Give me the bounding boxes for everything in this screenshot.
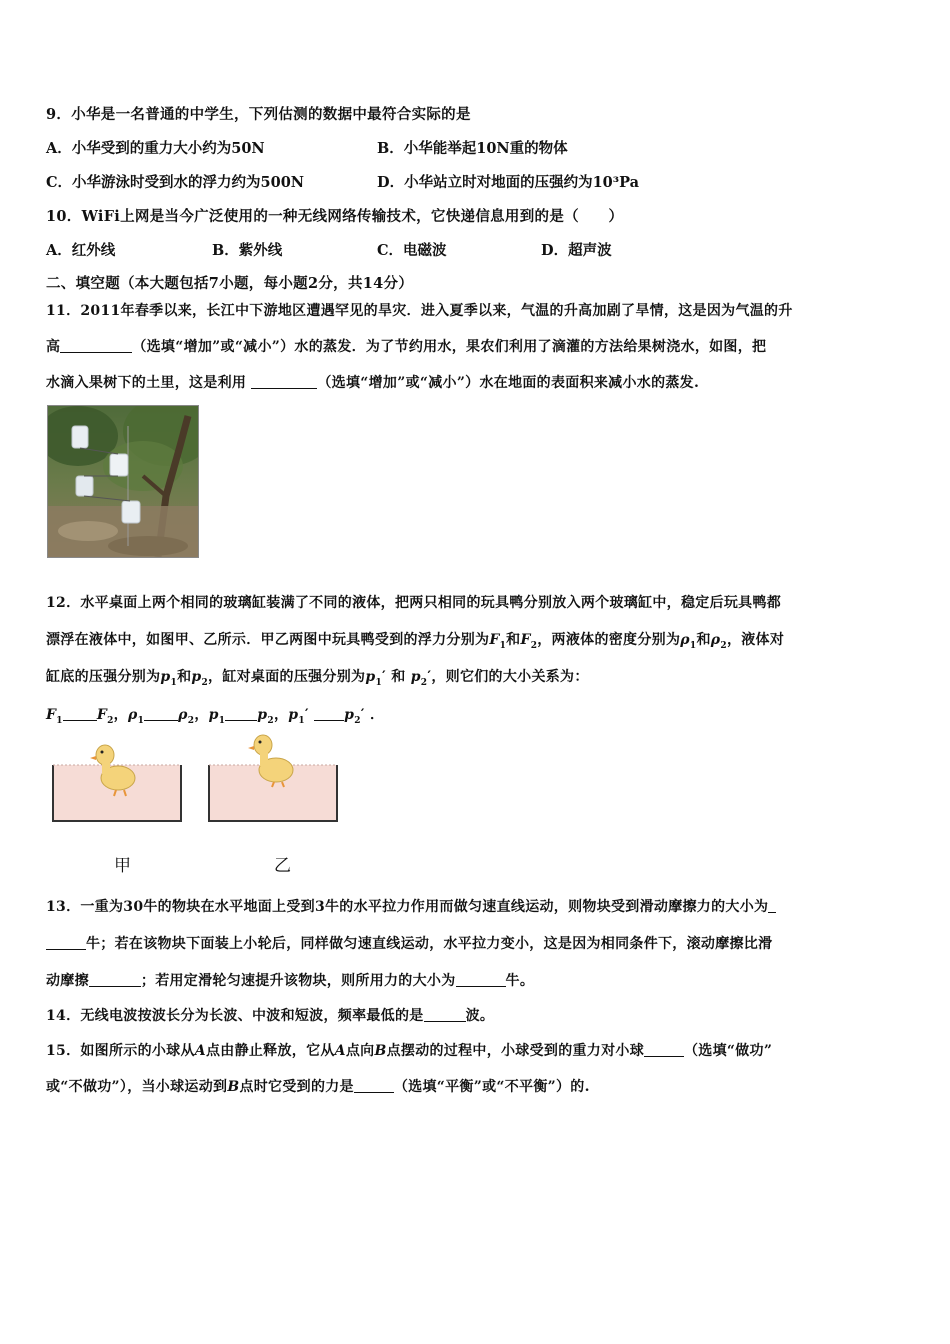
q13-blank-1b[interactable] xyxy=(46,935,86,950)
q15-text: （选填“平衡”或“不平衡”）的. xyxy=(393,1079,590,1095)
q12-subscript: 2 xyxy=(530,640,538,651)
q13-blank-1a[interactable] xyxy=(768,898,776,913)
q13-text: 牛；若在该物块下面装上小轮后，同样做匀速直线运动，水平拉力变小，这是因为相同条件下，滚动摩擦比滑 xyxy=(86,936,773,952)
q13-line-3 xyxy=(46,970,534,990)
q12-symbol: p xyxy=(160,669,171,685)
q14-blank[interactable] xyxy=(424,1007,466,1022)
q9-option-b: B．小华能举起10N重的物体 xyxy=(377,140,568,157)
q13-text: 13．一重为30牛的物块在水平地面上受到3牛的水平拉力作用而做匀速直线运动，则物块受到滑动摩擦力的大小为 xyxy=(46,899,769,915)
q15-point: A xyxy=(334,1043,346,1059)
tank-jia-figure xyxy=(50,730,185,825)
q12-subscript: 2 xyxy=(354,715,361,726)
q15-line-1 xyxy=(46,1040,772,1060)
q15-text: 点摆动的过程中，小球受到的重力对小球 xyxy=(386,1043,644,1059)
q12-prime: ′ xyxy=(382,669,386,685)
q10-option-d: D．超声波 xyxy=(541,242,612,259)
q15-point: B xyxy=(227,1079,240,1095)
drip-irrigation-photo xyxy=(47,405,199,558)
q11-text: 水滴入果树下的土里，这是利用 xyxy=(46,375,252,391)
q12-subscript: 1 xyxy=(499,640,507,651)
q12-symbol: F xyxy=(96,707,108,723)
q11-text: 高 xyxy=(46,339,61,355)
q12-text: 缸底的压强分别为 xyxy=(46,669,161,685)
q12-prime: ′ xyxy=(360,707,365,723)
q12-text: 和 xyxy=(177,669,192,685)
q12-subscript: 1 xyxy=(56,715,63,726)
q11-line-3 xyxy=(46,372,699,392)
q9-option-c: C．小华游泳时受到水的浮力约为500N xyxy=(46,174,305,191)
section-title: 二、填空题（本大题包括7小题，每小题2分，共14分） xyxy=(46,275,414,292)
q10-option-c: C．电磁波 xyxy=(377,242,447,259)
q9-option-a: A．小华受到的重力大小约为50N xyxy=(46,140,265,157)
q9-stem: 9．小华是一名普通的中学生，下列估测的数据中最符合实际的是 xyxy=(46,106,471,123)
q12-subscript: 1 xyxy=(218,715,226,726)
q12-line-1: 12．水平桌面上两个相同的玻璃缸装满了不同的液体，把两只相同的玩具鸭分别放入两个玻璃缸中，稳定后玩具鸭都 xyxy=(46,595,782,611)
q12-subscript: 1 xyxy=(689,640,697,651)
q12-symbol: p xyxy=(208,707,219,723)
q15-blank-2[interactable] xyxy=(354,1078,394,1093)
q9-option-d: D．小华站立时对地面的压强约为10³Pa xyxy=(377,174,640,191)
q11-line-2 xyxy=(46,336,766,356)
q12-symbol: p xyxy=(410,669,421,685)
q12-text: 和 xyxy=(391,669,406,685)
caption-jia: 甲 xyxy=(114,856,131,876)
q10-option-b: B．紫外线 xyxy=(212,242,283,259)
q12-symbol: F xyxy=(520,632,531,648)
q12-symbol: F xyxy=(46,707,57,723)
q12-text: ，两液体的密度分别为 xyxy=(537,632,681,648)
q12-answer-line xyxy=(46,704,384,726)
q12-blank-1[interactable] xyxy=(63,706,97,721)
q12-symbol: p xyxy=(344,707,355,723)
q11-text: （选填“增加”或“减小”）水在地面的表面积来减小水的蒸发. xyxy=(317,375,700,391)
q14-line xyxy=(46,1005,494,1025)
q13-text: 牛。 xyxy=(505,973,535,989)
q12-text: ，液体对 xyxy=(726,632,785,648)
q12-line-2 xyxy=(46,629,784,651)
q12-symbol: p xyxy=(191,669,202,685)
q11-line-1: 11．2011年春季以来，长江中下游地区遭遇罕见的旱灾．进入夏季以来，气温的升高加剧了旱情，这是因为气温的升 xyxy=(46,303,793,319)
q12-text: ， xyxy=(113,707,128,723)
q12-subscript: 1 xyxy=(170,677,178,688)
q12-subscript: 2 xyxy=(267,715,274,726)
q13-line-1 xyxy=(46,896,776,916)
q15-line-2 xyxy=(46,1076,590,1096)
q12-text: ， xyxy=(273,707,289,723)
q15-text: 点向 xyxy=(345,1043,375,1059)
q12-subscript: 2 xyxy=(187,715,195,726)
q14-text: 波。 xyxy=(465,1008,495,1024)
q12-symbol: ρ xyxy=(127,707,138,723)
q12-subscript: 2 xyxy=(107,715,114,726)
q12-text: ． xyxy=(369,707,385,723)
q12-prime: ′ xyxy=(427,669,432,685)
q15-point: A xyxy=(194,1043,206,1059)
q12-text: ，则它们的大小关系为： xyxy=(431,669,589,685)
q14-text: 14．无线电波按波长分为长波、中波和短波，频率最低的是 xyxy=(46,1008,424,1024)
q13-blank-2[interactable] xyxy=(89,972,141,987)
q11-text: （选填“增加”或“减小”）水的蒸发．为了节约用水，果农们利用了滴灌的方法给果树浇水，如图，把 xyxy=(132,339,767,355)
q13-blank-3[interactable] xyxy=(456,972,506,987)
q13-text: ；若用定滑轮匀速提升该物块，则所用力的大小为 xyxy=(140,973,456,989)
q12-subscript: 2 xyxy=(201,677,209,688)
q12-blank-3[interactable] xyxy=(225,706,257,721)
q12-prime: ′ xyxy=(304,707,309,723)
q12-line-3 xyxy=(46,666,589,688)
q12-text: 和 xyxy=(696,632,711,648)
q12-text: 漂浮在液体中，如图甲、乙所示．甲乙两图中玩具鸭受到的浮力分别为 xyxy=(46,632,490,648)
q12-subscript: 2 xyxy=(420,677,428,688)
q12-symbol: p xyxy=(257,707,268,723)
tank-yi-figure xyxy=(206,730,341,825)
q15-text: 或“不做功”），当小球运动到 xyxy=(46,1079,228,1095)
q12-blank-4[interactable] xyxy=(314,706,344,721)
q15-point: B xyxy=(374,1043,387,1059)
q12-subscript: 1 xyxy=(137,715,145,726)
q15-text: 15．如图所示的小球从 xyxy=(46,1043,195,1059)
q13-line-2 xyxy=(46,933,772,953)
q12-subscript: 2 xyxy=(720,640,727,651)
q12-symbol: p xyxy=(365,669,376,685)
caption-yi: 乙 xyxy=(274,856,291,876)
q13-text: 动摩擦 xyxy=(46,973,89,989)
q12-symbol: p xyxy=(288,707,299,723)
q12-text: ，缸对桌面的压强分别为 xyxy=(208,669,366,685)
q10-option-a: A．红外线 xyxy=(46,242,116,259)
q12-symbol: F xyxy=(489,632,500,648)
q12-subscript: 1 xyxy=(375,677,382,688)
q12-symbol: ρ xyxy=(680,632,690,648)
q11-blank-2[interactable] xyxy=(251,374,317,389)
q11-blank-1[interactable] xyxy=(60,338,132,353)
q12-text: 和 xyxy=(506,632,521,648)
q15-text: （选填“做功” xyxy=(684,1043,773,1059)
q10-stem: 10．WiFi上网是当今广泛使用的一种无线网络传输技术，它快递信息用到的是（ ） xyxy=(46,208,624,225)
q15-text: 点时它受到的力是 xyxy=(239,1079,354,1095)
q12-subscript: 1 xyxy=(298,715,305,726)
q15-text: 点由静止释放，它从 xyxy=(205,1043,335,1059)
q12-symbol: ρ xyxy=(178,707,188,723)
q12-symbol: ρ xyxy=(710,632,721,648)
q12-text: ， xyxy=(194,707,209,723)
q12-blank-2[interactable] xyxy=(144,706,178,721)
q15-blank-1[interactable] xyxy=(644,1042,684,1057)
